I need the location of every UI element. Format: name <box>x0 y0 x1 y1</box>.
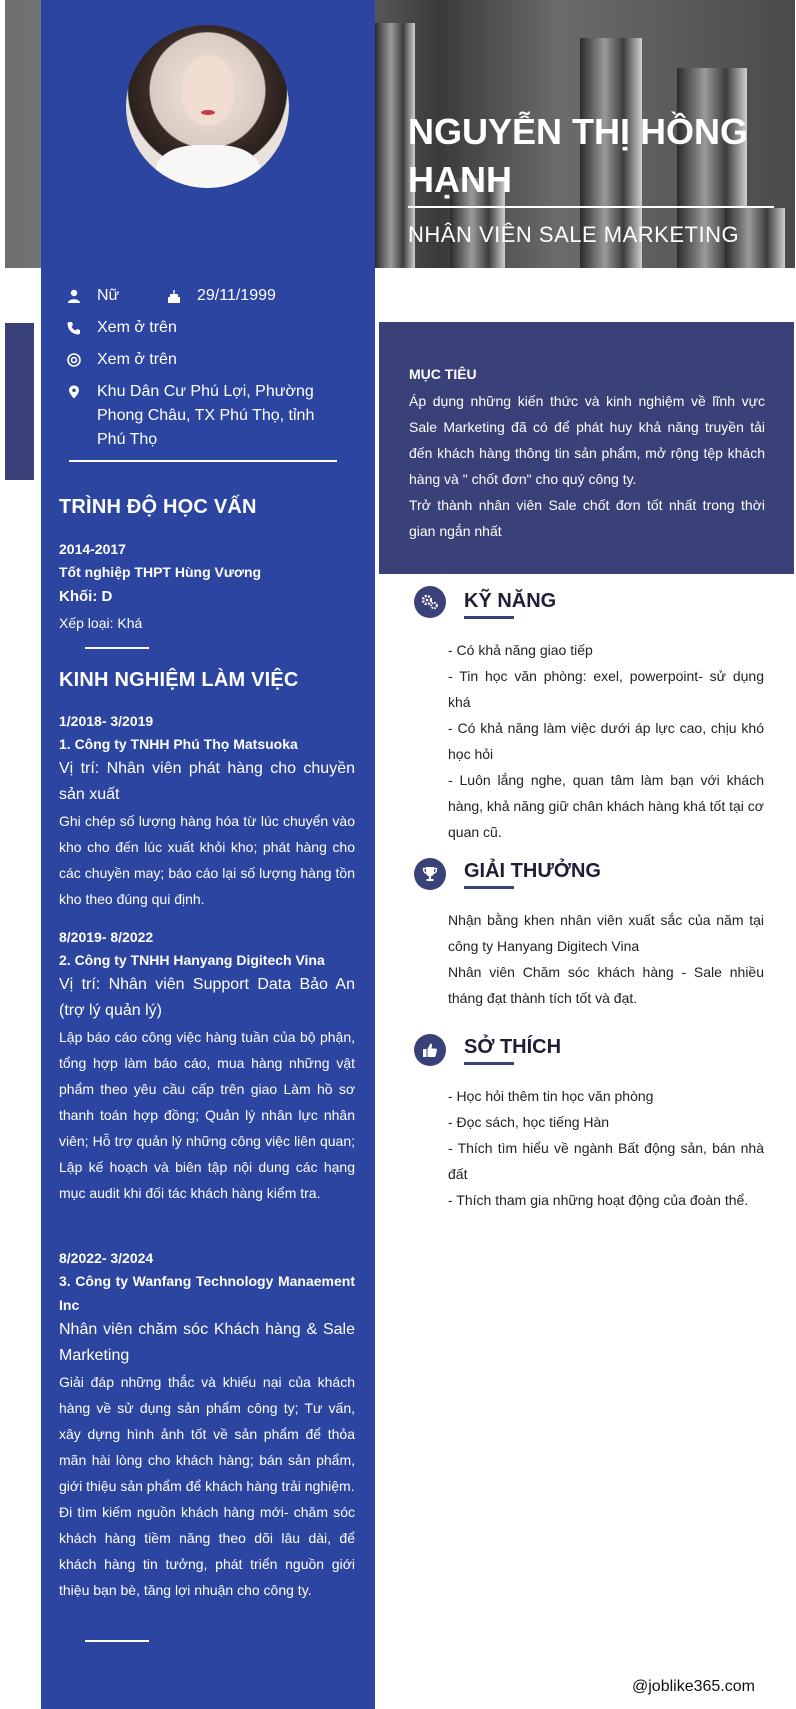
skill-item: - Luôn lắng nghe, quan tâm làm bạn với khách hàng, khả năng giữ chân khách hàng khá tốt tại cơ quan cũ. <box>448 772 764 840</box>
title-underline <box>464 1062 514 1065</box>
experience-desc: Lập báo cáo công việc hàng tuần của bộ phận, tổng hợp làm báo cáo, mua hàng những vật phẩm theo yêu cầu cấp trên giao Làm hồ sơ thanh toán hợp đồng; Quản lý nhân lực nhân viên; Hỗ trợ quản lý những công việc liên quan; Lập kế hoạch và biên tập nội dung các hạng mục audit khi đối tác khách hàng kiểm tra. <box>59 1029 355 1201</box>
location-icon <box>67 385 81 399</box>
trophy-icon <box>414 858 446 890</box>
user-icon <box>67 289 81 303</box>
experience-company: 3. Công ty Wanfang Technology Manaement Inc <box>59 1273 355 1313</box>
objective-label: MỤC TIÊU <box>409 366 477 382</box>
hobbies-title: SỞ THÍCH <box>464 1036 562 1058</box>
phone-text: Xem ở trên <box>97 319 177 336</box>
experience-period: 1/2018- 3/2019 <box>59 713 154 729</box>
education-block-text: Khối: D <box>59 588 113 605</box>
avatar <box>126 25 289 188</box>
hobby-item: - Đọc sách, học tiếng Hàn <box>448 1114 610 1130</box>
candidate-name: NGUYỄN THỊ HỒNG HẠNH <box>408 111 749 200</box>
objective-text <box>409 388 765 544</box>
skill-item: - Có khả năng giao tiếp <box>448 642 593 658</box>
divider <box>85 647 149 649</box>
experience-company: 1. Công ty TNHH Phú Thọ Matsuoka <box>59 736 298 752</box>
education-grade: Xếp loại: Khá <box>59 615 143 631</box>
hobby-item: - Thích tham gia những hoạt động của đoàn thể. <box>448 1192 749 1208</box>
skill-item: - Có khả năng làm việc dưới áp lực cao, chịu khó học hỏi <box>448 720 764 762</box>
objective-box <box>379 322 794 574</box>
gender-text: Nữ <box>97 287 120 304</box>
education-period: 2014-2017 <box>59 541 126 557</box>
objective-line: Trở thành nhân viên Sale chốt đơn tốt nhất trong thời gian ngắn nhất <box>409 497 765 539</box>
objective-line: Áp dụng những kiến thức và kinh nghiệm về lĩnh vực Sale Marketing đã có để phát huy khả năng truyền tải đến khách hàng thông tin sản phẩm, mở rộng tệp khách hàng và " chốt đơn" cho quý công ty. <box>409 393 765 487</box>
education-block <box>59 538 355 636</box>
title-underline <box>464 616 514 619</box>
awards-list <box>448 907 764 1011</box>
experience-desc: Giải đáp những thắc và khiếu nại của khách hàng về sử dụng sản phẩm công ty; Tư vấn, xây dựng hình ảnh tốt về sản phẩm để thỏa mãn hài lòng cho khách hàng; bán sản phẩm, giới thiệu sản phẩm để khách hàng trải nghiệm. <box>59 1374 355 1494</box>
experience-desc: Ghi chép số lượng hàng hóa từ lúc chuyển vào kho cho đến lúc xuất khỏi kho; phát hàng cho các chuyền may; báo cáo lại số lượng hàng tồn kho theo đúng qui định. <box>59 813 355 907</box>
job-title: NHÂN VIÊN SALE MARKETING <box>408 222 740 247</box>
experience-company: 2. Công ty TNHH Hanyang Digitech Vina <box>59 952 325 968</box>
education-school: Tốt nghiệp THPT Hùng Vương <box>59 564 262 580</box>
email-icon <box>67 353 81 367</box>
email-text: Xem ở trên <box>97 351 177 368</box>
gears-icon <box>414 586 446 618</box>
accent-bar <box>5 323 34 480</box>
footer-watermark: @joblike365.com <box>632 1678 755 1695</box>
hobby-item: - Thích tìm hiểu về ngành Bất động sản, bán nhà đất <box>448 1140 764 1182</box>
skill-item: - Tin học văn phòng: exel, powerpoint- sử dụng khá <box>448 668 764 710</box>
awards-title: GIẢI THƯỞNG <box>464 860 601 882</box>
experience-position: Vị trí: Nhân viên Support Data Bảo An (trợ lý quản lý) <box>59 976 355 1019</box>
cake-icon <box>167 289 181 303</box>
education-title: TRÌNH ĐỘ HỌC VẤN <box>59 496 257 518</box>
experience-position: Vị trí: Nhân viên phát hàng cho chuyền sản xuất <box>59 760 355 803</box>
address-text: Khu Dân Cư Phú Lợi, Phường Phong Châu, TX Phú Thọ, tỉnh Phú Thọ <box>97 383 315 448</box>
award-item: Nhân viên Chăm sóc khách hàng - Sale nhiều tháng đạt thành tích tốt và đạt. <box>448 964 764 1006</box>
hobby-item: - Học hỏi thêm tin học văn phòng <box>448 1088 654 1104</box>
phone-row <box>67 316 337 340</box>
left-column <box>41 0 375 1709</box>
experience-desc-2: Đi tìm kiếm nguồn khách hàng mới- chăm sóc khách hàng tiềm năng theo dõi lâu dài, để khách hàng tin tưởng, phát triển nguồn giới thiệu bạn bè, tăng lợi nhuận cho công ty. <box>59 1504 355 1598</box>
address-row <box>67 380 337 452</box>
phone-icon <box>67 321 81 335</box>
birthday-text: 29/11/1999 <box>197 287 276 304</box>
name-underline <box>408 206 774 208</box>
experience-item <box>59 710 355 912</box>
experience-item <box>59 926 355 1206</box>
divider <box>85 1640 149 1642</box>
award-item: Nhận bằng khen nhân viên xuất sắc của năm tại công ty Hanyang Digitech Vina <box>448 912 764 954</box>
hobbies-list <box>448 1083 764 1213</box>
thumbs-up-icon <box>414 1034 446 1066</box>
skills-title: KỸ NĂNG <box>464 590 557 612</box>
experience-position: Nhân viên chăm sóc Khách hàng & Sale Marketing <box>59 1321 355 1364</box>
experience-period: 8/2022- 3/2024 <box>59 1250 154 1266</box>
skills-list <box>448 637 764 845</box>
experience-period: 8/2019- 8/2022 <box>59 929 154 945</box>
title-underline <box>464 886 514 889</box>
experience-title: KINH NGHIỆM LÀM VIỆC <box>59 669 299 691</box>
divider <box>69 460 337 462</box>
email-row <box>67 348 337 372</box>
experience-item <box>59 1247 355 1603</box>
gender-row <box>67 284 276 308</box>
